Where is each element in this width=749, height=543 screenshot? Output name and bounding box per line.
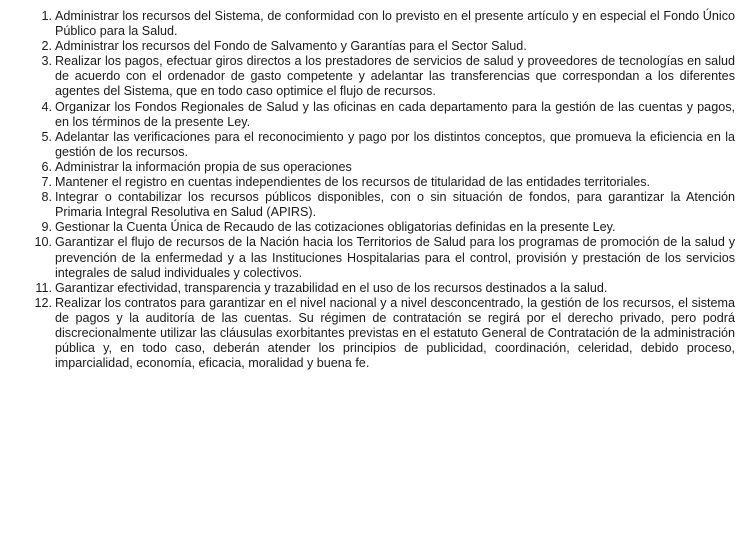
list-item bbox=[0, 9, 749, 39]
item-number: 3. bbox=[41, 54, 52, 69]
item-number: 4. bbox=[41, 99, 52, 114]
list-item bbox=[0, 281, 749, 296]
item-number: 5. bbox=[41, 129, 52, 144]
list-item bbox=[0, 160, 749, 175]
item-number: 7. bbox=[41, 175, 52, 190]
item-number: 11. bbox=[35, 280, 52, 295]
item-text: Administrar la información propia de sus operaciones bbox=[55, 159, 352, 174]
list-item bbox=[0, 39, 749, 54]
list-item bbox=[0, 190, 749, 220]
item-text: Administrar los recursos del Fondo de Salvamento y Garantías para el Sector Salud. bbox=[55, 39, 527, 54]
list-item bbox=[0, 220, 749, 235]
list-item bbox=[0, 54, 749, 99]
item-text: Adelantar las verificaciones para el reconocimiento y pago por los distintos conceptos, que promueva la eficiencia en la gestión de los recursos. bbox=[55, 129, 735, 159]
item-number: 10. bbox=[34, 235, 52, 250]
item-text: Garantizar efectividad, transparencia y trazabilidad en el uso de los recursos destinados a la salud. bbox=[55, 280, 608, 295]
item-text: Garantizar el flujo de recursos de la Nación hacia los Territorios de Salud para los programas de promoción de la salud y prevención de la enfermedad y a las Instituciones Hospitalarias para el control, provisión y prestación de los servicios integrales de salud individuales y colectivos. bbox=[55, 235, 735, 280]
item-text: Mantener el registro en cuentas independientes de los recursos de titularidad de las entidades territoriales. bbox=[55, 175, 651, 190]
item-text: Realizar los contratos para garantizar en el nivel nacional y a nivel desconcentrado, la gestión de los recursos, el sistema de pagos y la auditoría de las cuentas. Su régimen de contratación se regirá por el derecho privado, pero podrá discrecionalmente utilizar las cláusulas exorbitantes previstas en el estatuto General de Contratación de la administración pública y, en todo caso, deberán atender los principios de publicidad, coordinación, celeridad, debido proceso, imparcialidad, economía, eficacia, moralidad y buena fe. bbox=[55, 295, 735, 371]
item-text: Realizar los pagos, efectuar giros directos a los prestadores de servicios de salud y proveedores de tecnologías en salud de acuerdo con el ordenador de gasto competente y adelantar las transferencias que correspondan a los diferentes agentes del Sistema, que en todo caso optimice el flujo de recursos. bbox=[55, 54, 735, 99]
item-text: Administrar los recursos del Sistema, de conformidad con lo previsto en el presente artículo y en especial el Fondo Único Público para la Salud. bbox=[55, 9, 735, 39]
item-number: 9. bbox=[41, 220, 52, 235]
item-number: 1. bbox=[41, 9, 52, 23]
list-item bbox=[0, 130, 749, 160]
list-item bbox=[0, 235, 749, 280]
numbered-list bbox=[0, 9, 749, 371]
list-item bbox=[0, 100, 749, 130]
item-text: Organizar los Fondos Regionales de Salud y las oficinas en cada departamento para la gestión de las cuentas y pagos, en los términos de la presente Ley. bbox=[55, 99, 735, 129]
item-text: Gestionar la Cuenta Única de Recaudo de las cotizaciones obligatorias definidas en la presente Ley. bbox=[55, 220, 616, 235]
item-text: Integrar o contabilizar los recursos públicos disponibles, con o sin situación de fondos, para garantizar la Atención Primaria Integral Resolutiva en Salud (APIRS). bbox=[55, 190, 735, 220]
item-number: 8. bbox=[41, 190, 52, 205]
item-number: 12. bbox=[34, 295, 52, 310]
list-item bbox=[0, 296, 749, 371]
item-number: 6. bbox=[41, 159, 52, 174]
list-item bbox=[0, 175, 749, 190]
item-number: 2. bbox=[41, 39, 52, 54]
